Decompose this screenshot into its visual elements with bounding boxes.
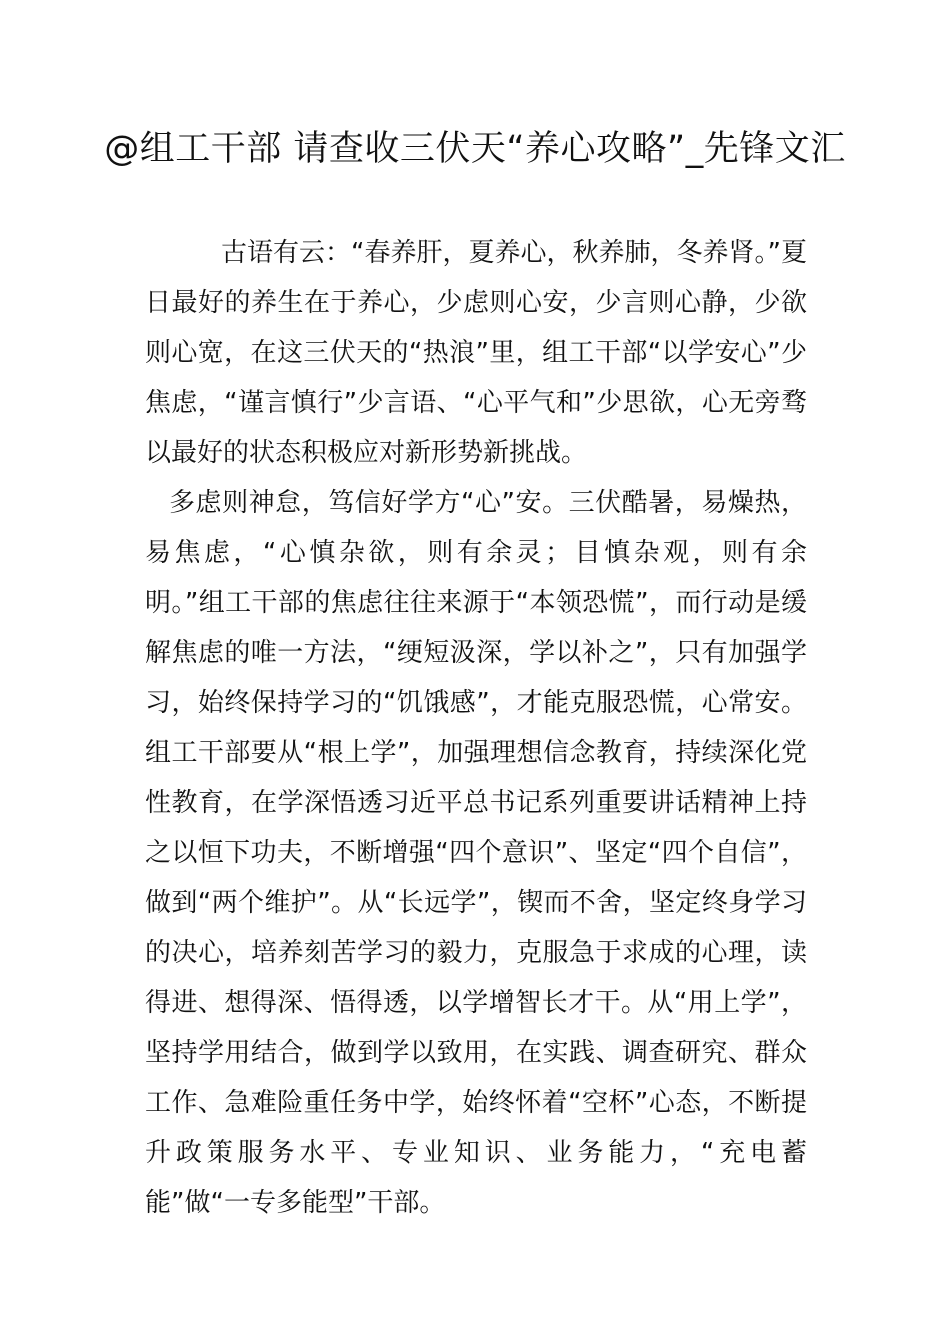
document-title: @组工干部 请查收三伏天“养心攻略”_先锋文汇 (104, 129, 846, 169)
paragraph-intro: 古语有云：“春养肝，夏养心，秋养肺，冬养肾。”夏日最好的养生在于养心，少虑则心安，少言则心静，少欲则心宽，在这三伏天的“热浪”里，组工干部“以学安心”少焦虑，“谨言慎行”少言语、“心平气和”少思欲，心无旁骛以最好的状态积极应对新形势新挑战。 (145, 238, 807, 468)
paragraph-learning: 多虑则神怠，笃信好学方“心”安。三伏酷暑，易燥热，易焦虑，“心慎杂欲，则有余灵；目慎杂观，则有余明。”组工干部的焦虑往往来源于“本领恐慌”，而行动是缓解焦虑的唯一方法，“绠短汲深，学以补之”，只有加强学习，始终保持学习的“饥饿感”，才能克服恐慌，心常安。组工干部要从“根上学”，加强理想信念教育，持续深化党性教育，在学深悟透习近平总书记系列重要讲话精神上持之以恒下功夫，不断增强“四个意识”、坚定“四个自信”，做到“两个维护”。从“长远学”，锲而不舍，坚定终身学习的决心，培养刻苦学习的毅力，克服急于求成的心理，读得进、想得深、悟得透，以学增智长才干。从“用上学”，坚持学用结合，做到学以致用，在实践、调查研究、群众工作、急难险重任务中学，始终怀着“空杯”心态，不断提升政策服务水平、专业知识、业务能力，“充电蓄能”做“一专多能型”干部。 (145, 488, 807, 1218)
document-body (145, 228, 807, 1228)
